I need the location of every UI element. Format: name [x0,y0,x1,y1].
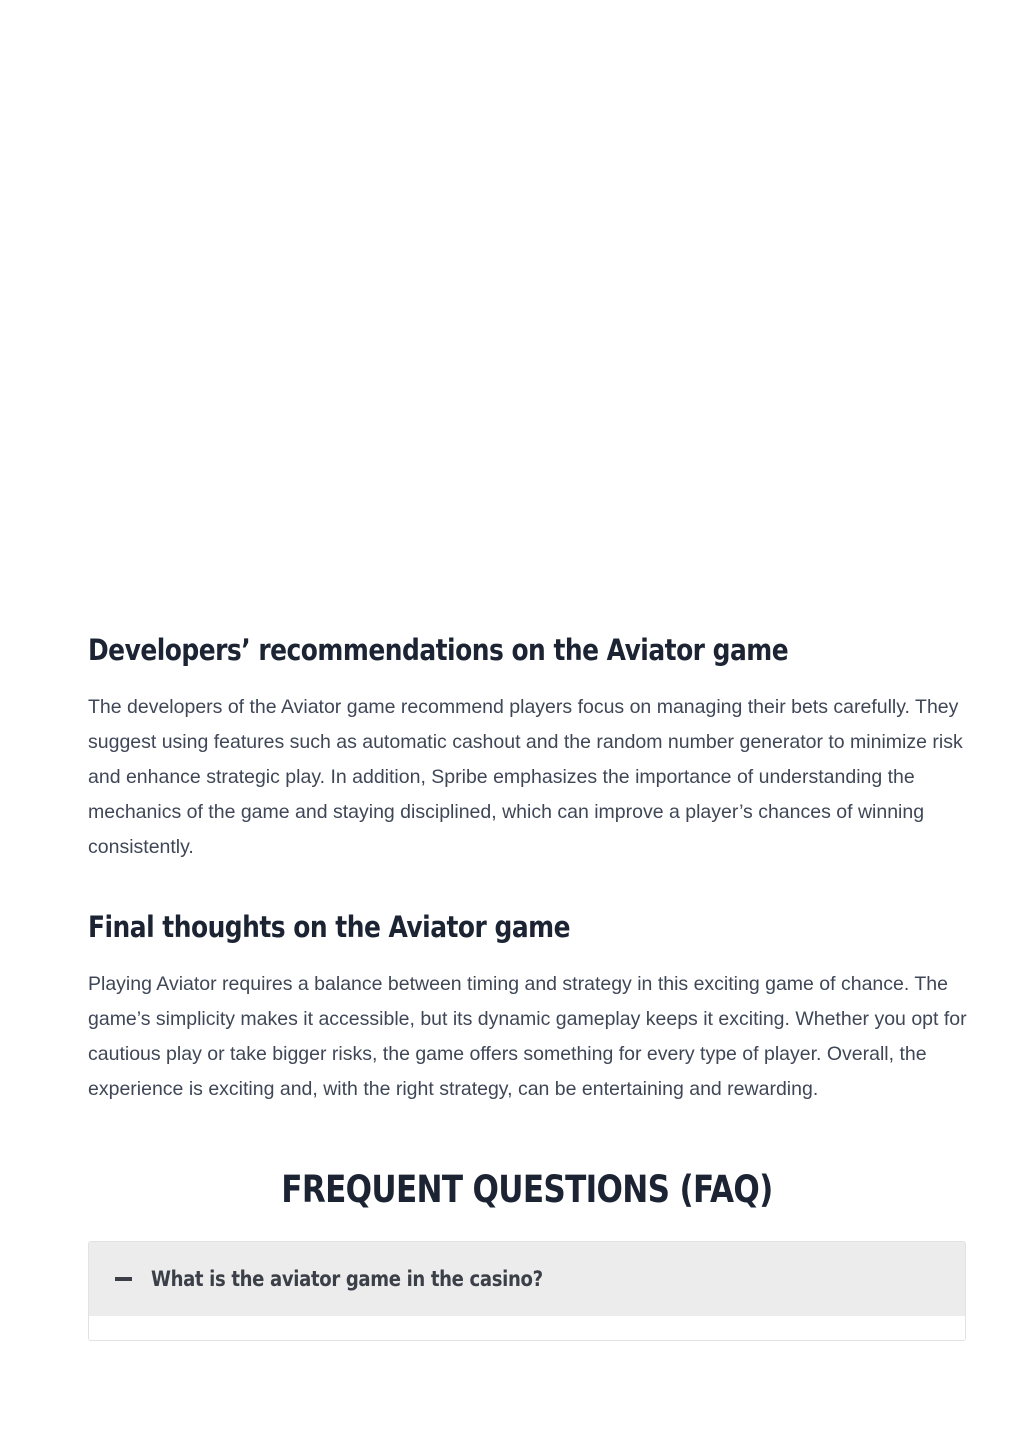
section-body: Playing Aviator requires a balance between timing and strategy in this exciting game of chance. The game’s simplicity makes it accessible, but its dynamic gameplay keeps it exciting. Whether you opt for cautious play or take bigger risks, the game offers something for every type of player. Overall, the experience is exciting and, with the right strategy, can be entertaining and rewarding. [88,973,967,1100]
section-developers-recommendations [88,628,966,865]
blank-area [0,0,1024,620]
section-final-thoughts [88,905,966,1107]
faq-accordion [88,1241,966,1341]
minus-icon [115,1277,132,1281]
section-heading: Developers’ recommendations on the Aviator game [88,633,789,667]
faq-title: FREQUENT QUESTIONS (FAQ) [281,1168,773,1211]
faq-question-text: What is the aviator game in the casino? [151,1267,543,1291]
faq-answer [89,1316,965,1340]
faq-item-toggle[interactable] [89,1242,965,1316]
section-body: The developers of the Aviator game recommend players focus on managing their bets carefully. They suggest using features such as automatic cashout and the random number generator to minimize risk and enhance strategic play. In addition, Spribe emphasizes the importance of understanding the mechanics of the game and staying disciplined, which can improve a player’s chances of winning consistently. [88,696,963,858]
article-content [88,628,966,1341]
section-heading: Final thoughts on the Aviator game [88,910,571,944]
